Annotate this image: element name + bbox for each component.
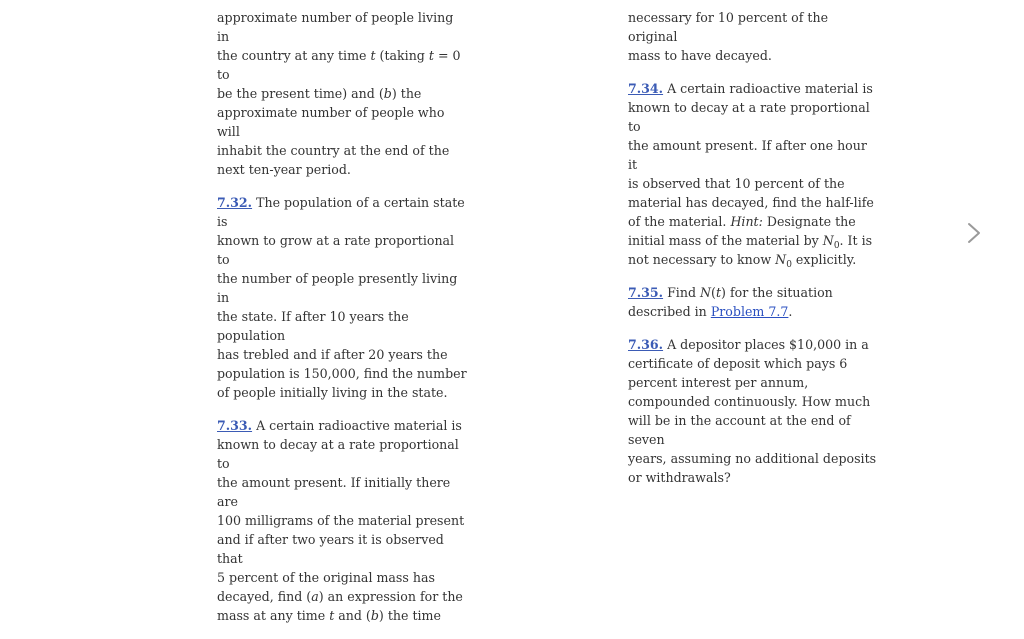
text-span: is observed that 10 percent of the — [628, 176, 845, 191]
text-line — [217, 606, 467, 625]
hint-label: Hint: — [730, 214, 763, 229]
text-span: and if after two years it is observed that — [217, 532, 444, 566]
text-line — [217, 84, 467, 103]
text-line — [628, 335, 878, 354]
text-span: described in — [628, 304, 711, 319]
text-line — [217, 364, 467, 383]
part-label-b: b — [370, 608, 379, 623]
text-span: the amount present. If after one hour it — [628, 138, 867, 172]
text-line — [628, 212, 878, 231]
text-span: ( — [711, 285, 716, 300]
text-span: A certain radioactive material is — [663, 81, 873, 96]
text-line — [217, 568, 467, 587]
text-span: ) the — [391, 86, 422, 101]
text-span: 5 percent of the original mass has — [217, 570, 435, 585]
variable-n: N — [775, 252, 787, 267]
text-line — [217, 46, 467, 84]
problem-7-34 — [628, 79, 878, 269]
chevron-right-icon — [967, 222, 981, 244]
text-line — [628, 283, 878, 302]
part-label-b: b — [383, 86, 392, 101]
text-span: be the present time) and ( — [217, 86, 384, 101]
problem-7-32 — [217, 193, 467, 402]
problem-7-33 — [217, 416, 467, 625]
text-line — [217, 103, 467, 141]
text-span: A certain radioactive material is — [252, 418, 462, 433]
text-span: Find — [663, 285, 701, 300]
text-span: will be in the account at the end of seven — [628, 413, 851, 447]
variable-n: N — [700, 285, 712, 300]
next-page-button[interactable] — [962, 219, 986, 247]
text-span: not necessary to know — [628, 252, 776, 267]
text-line — [628, 411, 878, 449]
text-span: approximate number of people who will — [217, 105, 445, 139]
text-line — [217, 511, 467, 530]
text-line — [628, 98, 878, 136]
text-line — [628, 136, 878, 174]
text-span: and ( — [334, 608, 371, 623]
text-span: The population of a certain state is — [217, 195, 465, 229]
variable-t: t — [715, 285, 722, 300]
text-line — [217, 160, 467, 179]
text-span: ) for the situation — [721, 285, 833, 300]
text-line — [628, 79, 878, 98]
text-line — [217, 269, 467, 307]
text-line — [628, 373, 878, 392]
text-line — [217, 530, 467, 568]
text-span: known to decay at a rate proportional to — [217, 437, 459, 471]
text-line — [628, 392, 878, 411]
continuation-paragraph-left — [217, 8, 467, 179]
text-line — [628, 46, 878, 65]
text-line — [628, 250, 878, 269]
text-line — [217, 193, 467, 231]
subscript-zero: 0 — [786, 260, 792, 270]
text-span: of the material. — [628, 214, 731, 229]
problem-number-link[interactable]: 7.36. — [628, 337, 664, 352]
text-span: known to grow at a rate proportional to — [217, 233, 455, 267]
text-span: Designate the — [762, 214, 856, 229]
problem-number-link[interactable]: 7.34. — [628, 81, 664, 96]
problem-7-7-link[interactable]: Problem 7.7 — [710, 304, 789, 319]
text-line — [217, 231, 467, 269]
left-column — [217, 8, 467, 639]
text-span: has trebled and if after 20 years the — [217, 347, 448, 362]
text-span: ) an expression for the — [318, 589, 463, 604]
text-line — [628, 449, 878, 468]
variable-t: t — [329, 608, 335, 623]
text-span: 100 milligrams of the material present — [217, 513, 465, 528]
variable-t: t — [428, 48, 434, 63]
text-span: next ten-year period. — [217, 162, 351, 177]
continuation-paragraph-right — [628, 8, 878, 65]
text-span: known to decay at a rate proportional to — [628, 100, 870, 134]
problem-7-35 — [628, 283, 878, 321]
text-line — [628, 174, 878, 193]
text-span: mass to have decayed. — [628, 48, 772, 63]
text-span: of people initially living in the state. — [217, 385, 448, 400]
variable-t: t — [370, 48, 376, 63]
text-line — [628, 302, 878, 321]
text-span: . — [788, 304, 793, 319]
text-line — [628, 468, 878, 487]
part-label-a: a — [311, 589, 319, 604]
text-line — [217, 587, 467, 606]
text-line — [217, 307, 467, 345]
text-span: inhabit the country at the end of the — [217, 143, 450, 158]
problem-number-link[interactable]: 7.33. — [217, 418, 253, 433]
text-span: ) the time — [378, 608, 441, 623]
text-line — [217, 345, 467, 364]
text-span: years, assuming no additional deposits — [628, 451, 877, 466]
text-span: the state. If after 10 years the population — [217, 309, 409, 343]
text-span: = 0 to — [217, 48, 461, 82]
text-span: certificate of deposit which pays 6 — [628, 356, 848, 371]
problem-number-link[interactable]: 7.32. — [217, 195, 253, 210]
text-span: the amount present. If initially there are — [217, 475, 451, 509]
text-line — [217, 416, 467, 435]
text-span: or withdrawals? — [628, 470, 731, 485]
problem-7-36 — [628, 335, 878, 487]
text-line — [628, 8, 878, 46]
text-line — [628, 193, 878, 212]
variable-n: N — [822, 233, 834, 248]
text-span: approximate number of people living in — [217, 10, 454, 44]
text-span: explicitly. — [791, 252, 857, 267]
text-span: (taking — [375, 48, 429, 63]
text-line — [217, 141, 467, 160]
right-column — [628, 8, 878, 501]
text-span: necessary for 10 percent of the original — [628, 10, 829, 44]
text-span: mass at any time — [217, 608, 330, 623]
text-line — [217, 383, 467, 402]
subscript-zero: 0 — [833, 241, 840, 251]
text-span: percent interest per annum, — [628, 375, 809, 390]
text-span: compounded continuously. How much — [628, 394, 871, 409]
problem-number-link[interactable]: 7.35. — [628, 285, 664, 300]
text-line — [217, 8, 467, 46]
text-span: A depositor places $10,000 in a — [663, 337, 869, 352]
text-line — [628, 354, 878, 373]
text-line — [217, 435, 467, 473]
text-span: the country at any time — [217, 48, 371, 63]
text-span: . It is — [839, 233, 873, 248]
text-span: decayed, find ( — [217, 589, 312, 604]
text-span: initial mass of the material by — [628, 233, 823, 248]
text-span: material has decayed, find the half-life — [628, 195, 874, 210]
text-line — [217, 473, 467, 511]
text-span: the number of people presently living in — [217, 271, 458, 305]
text-line — [628, 231, 878, 250]
text-span: population is 150,000, find the number — [217, 366, 467, 381]
